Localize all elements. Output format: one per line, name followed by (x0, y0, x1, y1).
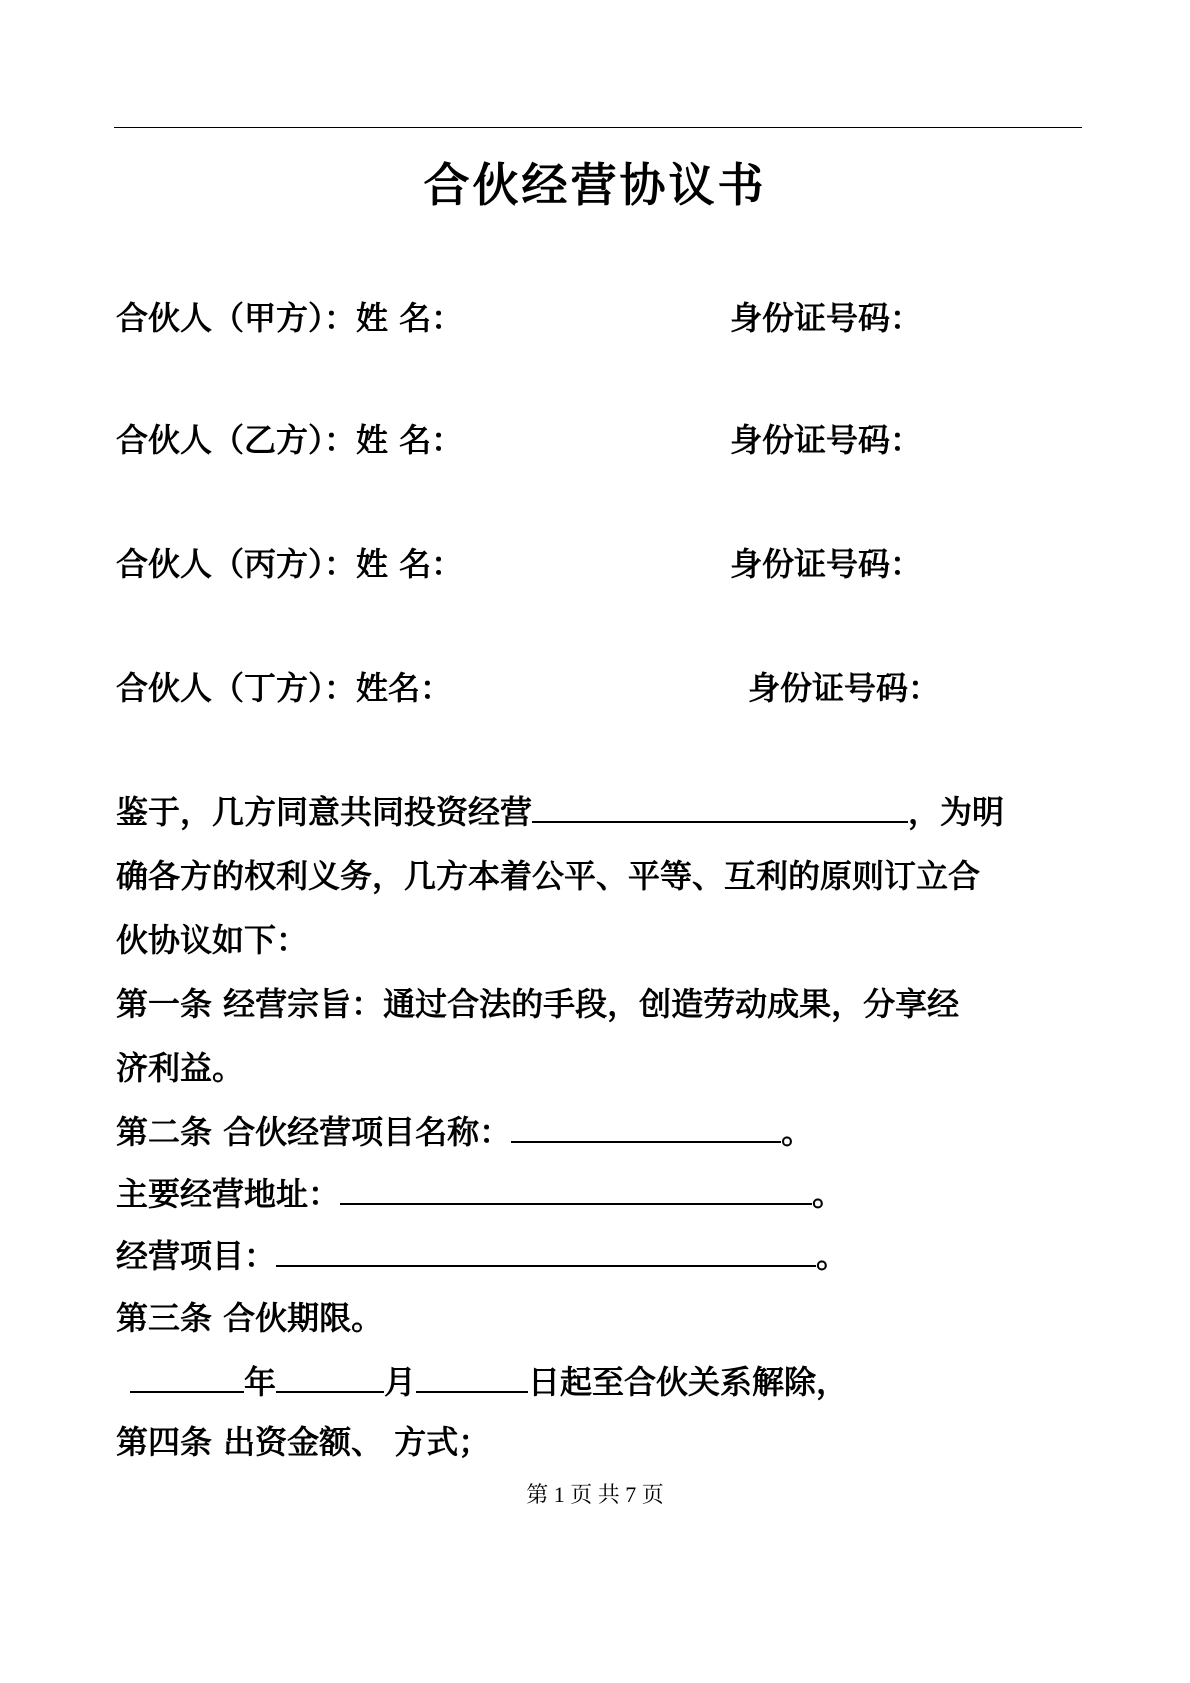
party-a-name-label: 合伙人（甲方）：姓 名： (116, 299, 464, 337)
month-label: 月 (384, 1363, 417, 1401)
day-blank (416, 1361, 528, 1393)
page-footer: 第 1 页 共 7 页 (526, 1482, 664, 1507)
party-d-name-label: 合伙人（丁方）：姓名： (116, 669, 453, 707)
party-b-id-label: 身份证号码： (730, 421, 923, 459)
project-name-blank (511, 1111, 781, 1143)
year-blank (130, 1361, 244, 1393)
party-row-d (116, 666, 1076, 710)
preamble-line-2: 确各方的权利义务，几方本着公平、平等、互利的原则订立合 (116, 857, 981, 895)
article-2-end: 。 (781, 1113, 814, 1151)
party-b-name-label: 合伙人（乙方）：姓 名： (116, 421, 464, 459)
article-1-line-1: 第一条 经营宗旨：通过合法的手段，创造劳动成果，分享经 (116, 985, 960, 1023)
party-row-b (116, 418, 1076, 462)
party-c-id-label: 身份证号码： (730, 545, 923, 583)
address-blank (340, 1173, 812, 1205)
party-d-id-label: 身份证号码： (748, 669, 941, 707)
party-a-id-label: 身份证号码： (730, 299, 923, 337)
project-line (116, 1234, 1084, 1278)
article-2-line (116, 1110, 1084, 1154)
article-2-label: 第二条 合伙经营项目名称： (116, 1113, 512, 1151)
party-row-c (116, 542, 1076, 586)
month-blank (276, 1361, 384, 1393)
preamble-line-3: 伙协议如下： (116, 921, 309, 959)
article-3-line: 第三条 合伙期限。 (116, 1299, 384, 1337)
date-rest: 日起至合伙关系解除， (528, 1363, 849, 1401)
preamble-prefix: 鉴于，几方同意共同投资经营 (116, 793, 533, 831)
party-row-a (116, 296, 1076, 340)
business-blank (532, 791, 908, 823)
project-end: 。 (816, 1237, 849, 1275)
date-line (130, 1360, 1098, 1404)
address-label: 主要经营地址： (116, 1175, 341, 1213)
article-1-line-2: 济利益。 (116, 1049, 245, 1087)
party-c-name-label: 合伙人（丙方）：姓 名： (116, 545, 464, 583)
document-title: 合伙经营协议书 (423, 158, 767, 212)
preamble-line-1 (116, 790, 1084, 834)
article-4-line: 第四条 出资金额、 方式； (116, 1423, 491, 1461)
project-label: 经营项目： (116, 1237, 277, 1275)
year-label: 年 (244, 1363, 277, 1401)
project-blank (276, 1235, 816, 1267)
address-end: 。 (812, 1175, 845, 1213)
preamble-suffix: ，为明 (908, 793, 1005, 831)
address-line (116, 1172, 1084, 1216)
header-rule (114, 127, 1082, 128)
